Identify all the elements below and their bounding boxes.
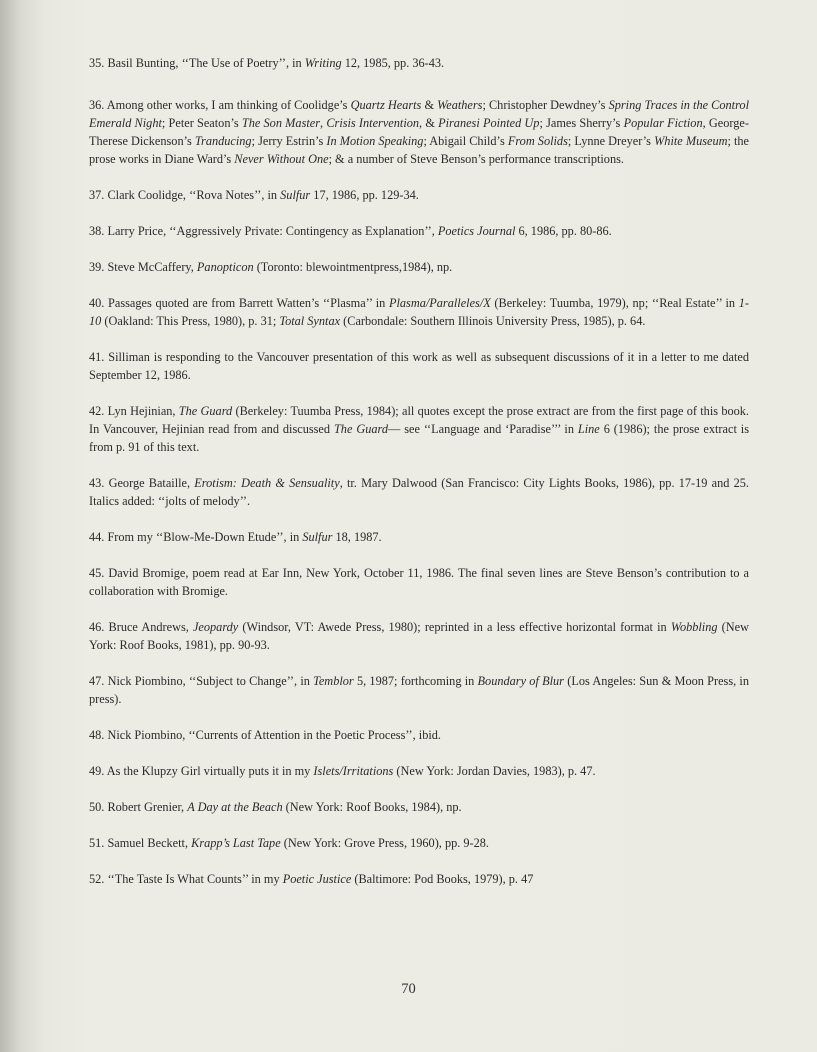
note-text: ; Abigail Child’s [423, 134, 508, 148]
note-text: (Oakland: This Press, 1980), p. 31; [101, 314, 280, 328]
cited-title: Spring Traces in the Control Emerald Night [89, 98, 749, 130]
cited-title: In Motion Speaking [326, 134, 424, 148]
note-text: 51. Samuel Beckett, [89, 836, 192, 850]
note-text: , & [419, 116, 439, 130]
note-text: 46. Bruce Andrews, [89, 620, 193, 634]
cited-title: Writing [304, 56, 342, 70]
cited-title: Erotism: Death & Sensuality [194, 476, 340, 490]
note-text: 6 (1986); the prose extract is from p. 91 of this text. [89, 422, 749, 454]
cited-title: Line [577, 422, 600, 436]
note-text: 50. Robert Grenier, [89, 800, 188, 814]
endnote-39 [89, 258, 749, 276]
note-text: , George-Therese Dickenson’s [89, 116, 749, 148]
note-text: ; Peter Seaton’s [161, 116, 242, 130]
note-text: ; James Sherry’s [539, 116, 624, 130]
endnotes-list [89, 54, 749, 888]
endnote-44 [89, 528, 749, 546]
cited-title: Plasma/Paralleles/X [388, 296, 491, 310]
cited-title: Krapp’s Last Tape [191, 836, 281, 850]
note-text: (New York: Jordan Davies, 1983), p. 47. [393, 764, 596, 778]
endnote-48 [89, 726, 749, 744]
endnote-47 [89, 672, 749, 708]
endnote-49 [89, 762, 749, 780]
cited-title: A Day at the Beach [187, 800, 283, 814]
note-text: 44. From my ‘‘Blow-Me-Down Etude’’, in [89, 530, 303, 544]
note-text: 52. ‘‘The Taste Is What Counts’’ in my [89, 872, 283, 886]
page-number: 70 [401, 981, 416, 997]
note-text: 41. Silliman is responding to the Vancouver presentation of this work as well as subsequent discussions of it in a letter to me dated September 12, 1986. [89, 350, 749, 382]
cited-title: Temblor [313, 674, 354, 688]
note-text: 5, 1987; forthcoming in [353, 674, 478, 688]
endnote-41 [89, 348, 749, 384]
note-text: 12, 1985, pp. 36-43. [341, 56, 445, 70]
note-text: 39. Steve McCaffery, [89, 260, 197, 274]
endnote-35 [89, 54, 749, 72]
note-text: (New York: Roof Books, 1984), np. [282, 800, 462, 814]
endnote-40 [89, 294, 749, 330]
cited-title: Wobbling [670, 620, 718, 634]
note-text: (New York: Roof Books, 1981), pp. 90-93. [89, 620, 749, 652]
note-text: 36. Among other works, I am thinking of Coolidge’s [89, 98, 351, 112]
cited-title: Piranesi Pointed Up [438, 116, 540, 130]
cited-title: Poetics Journal [437, 224, 516, 238]
endnote-36 [89, 96, 749, 168]
note-text: 6, 1986, pp. 80-86. [515, 224, 612, 238]
note-text: ; Christopher Dewdney’s [482, 98, 609, 112]
note-text: 49. As the Klupzy Girl virtually puts it in my [89, 764, 314, 778]
cited-title: Quartz Hearts [350, 98, 422, 112]
endnote-43 [89, 474, 749, 510]
cited-title: Panopticon [196, 260, 254, 274]
cited-title: Sulfur [280, 188, 311, 202]
note-text: 38. Larry Price, ‘‘Aggressively Private: Contingency as Explanation’’, [89, 224, 438, 238]
note-text: 35. Basil Bunting, ‘‘The Use of Poetry’’, in [89, 56, 305, 70]
note-text: ; the prose works in Diane Ward’s [89, 134, 750, 166]
cited-title: The Son Master [241, 116, 321, 130]
note-text: ; Jerry Estrin’s [251, 134, 327, 148]
endnote-37 [89, 186, 749, 204]
cited-title: The Guard [333, 422, 388, 436]
note-text: (Berkeley: Tuumba Press, 1984); all quotes except the prose extract are from the first page of this book. In Vancouver, Hejinian read from and discussed [89, 404, 749, 436]
note-text: (Carbondale: Southern Illinois University Press, 1985), p. 64. [340, 314, 646, 328]
endnote-46 [89, 618, 749, 654]
endnote-45 [89, 564, 749, 600]
note-text: (Baltimore: Pod Books, 1979), p. 47 [351, 872, 534, 886]
note-text: — see ‘‘Language and ‘Paradise’’’ in [387, 422, 578, 436]
cited-title: The Guard [178, 404, 233, 418]
cited-title: Sulfur [302, 530, 333, 544]
endnote-38 [89, 222, 749, 240]
note-text: , [320, 116, 327, 130]
note-text: (Toronto: blewointmentpress,1984), np. [253, 260, 453, 274]
cited-title: From Solids [507, 134, 568, 148]
note-text: (New York: Grove Press, 1960), pp. 9-28. [280, 836, 490, 850]
cited-title: Jeopardy [192, 620, 239, 634]
cited-title: White Museum [654, 134, 728, 148]
cited-title: Poetic Justice [282, 872, 352, 886]
note-text: 48. Nick Piombino, ‘‘Currents of Attention in the Poetic Process’’, ibid. [89, 728, 442, 742]
note-text: 45. David Bromige, poem read at Ear Inn, New York, October 11, 1986. The final seven lines are Steve Benson’s contribution to a collaboration with Bromige. [89, 566, 749, 598]
note-text: (Berkeley: Tuumba, 1979), np; ‘‘Real Estate’’ in [490, 296, 739, 310]
note-text: ; Lynne Dreyer’s [567, 134, 655, 148]
endnote-52 [89, 870, 749, 888]
endnote-42 [89, 402, 749, 456]
endnote-51 [89, 834, 749, 852]
cited-title: 1-10 [89, 296, 749, 328]
cited-title: Tranducing [194, 134, 252, 148]
note-text: (Windsor, VT: Awede Press, 1980); reprinted in a less effective horizontal format in [238, 620, 671, 634]
note-text: & [421, 98, 438, 112]
cited-title: Islets/Irritations [313, 764, 394, 778]
endnote-50 [89, 798, 749, 816]
note-text: 47. Nick Piombino, ‘‘Subject to Change’’, in [89, 674, 314, 688]
cited-title: Never Without One [234, 152, 329, 166]
note-text: 43. George Bataille, [89, 476, 195, 490]
cited-title: Total Syntax [279, 314, 341, 328]
cited-title: Boundary of Blur [477, 674, 564, 688]
note-text: (Los Angeles: Sun & Moon Press, in press). [89, 674, 749, 706]
note-text: 17, 1986, pp. 129-34. [310, 188, 419, 202]
note-text: 40. Passages quoted are from Barrett Watten’s ‘‘Plasma’’ in [89, 296, 389, 310]
cited-title: Crisis Intervention [326, 116, 420, 130]
note-text: , tr. Mary Dalwood (San Francisco: City Lights Books, 1986), pp. 17-19 and 25. Italics added: ‘‘jolts of melody’’. [89, 476, 749, 508]
note-text: ; & a number of Steve Benson’s performance transcriptions. [328, 152, 624, 166]
cited-title: Weathers [437, 98, 483, 112]
note-text: 18, 1987. [332, 530, 382, 544]
note-text: 42. Lyn Hejinian, [89, 404, 179, 418]
cited-title: Popular Fiction [623, 116, 703, 130]
note-text: 37. Clark Coolidge, ‘‘Rova Notes’’, in [89, 188, 281, 202]
